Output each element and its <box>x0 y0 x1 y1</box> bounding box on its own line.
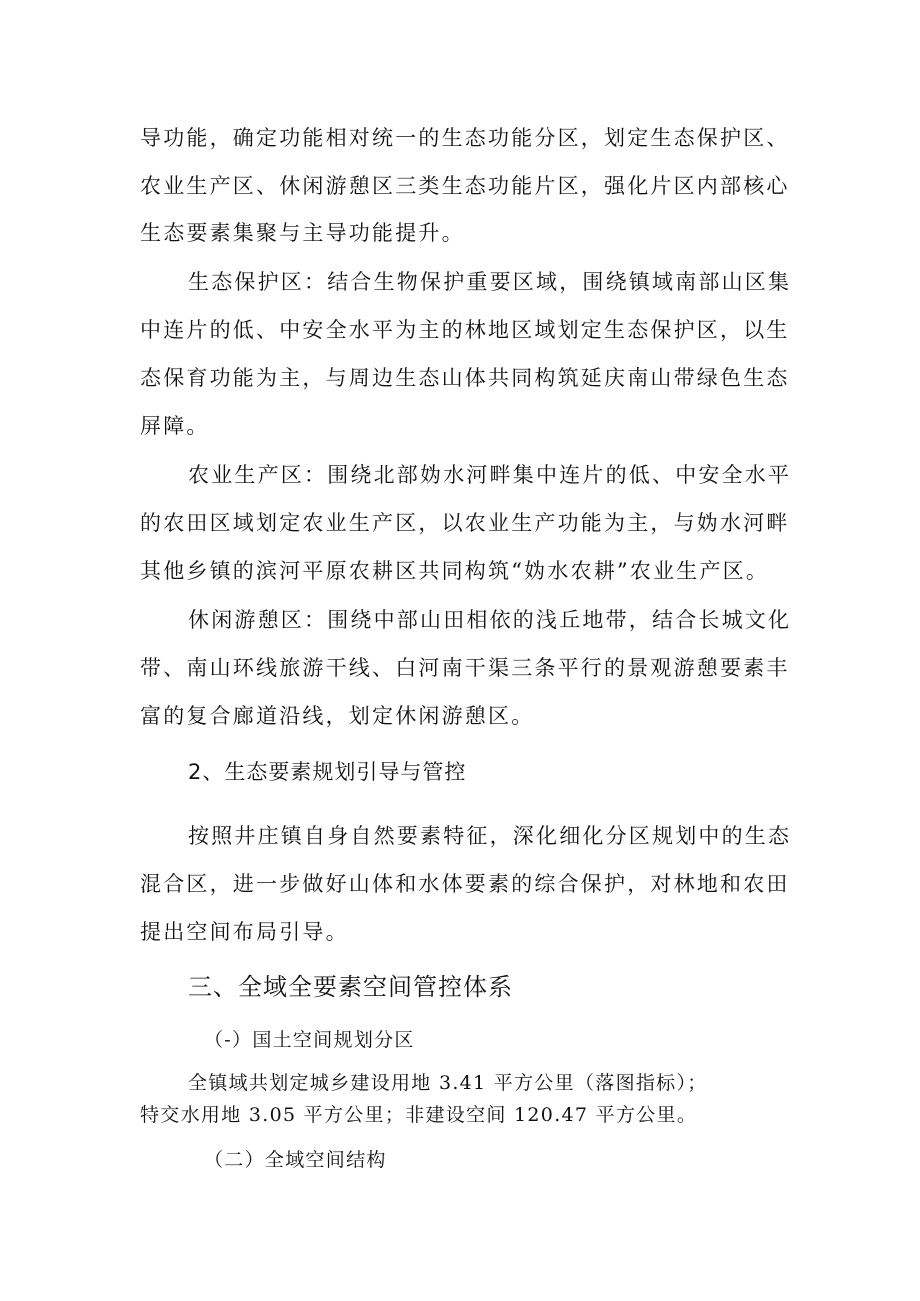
paragraph-protection-line-3: 态保育功能为主，与周边生态山体共同构筑延庆南山带绿色生态 <box>140 366 790 390</box>
paragraph-leisure-line-1: 休闲游憩区：围绕中部山田相依的浅丘地带，结合长城文化 <box>188 608 792 632</box>
paragraph-intro-line-1: 导功能，确定功能相对统一的生态功能分区，划定生态保护区、 <box>140 126 790 150</box>
paragraph-agriculture-line-1: 农业生产区：围绕北部妫水河畔集中连片的低、中安全水平 <box>188 463 792 487</box>
paragraph-protection-line-2: 中连片的低、中安全水平为主的林地区域划定生态保护区，以生 <box>140 318 790 342</box>
paragraph-guidance-line-3: 提出空间布局引导。 <box>140 920 349 944</box>
paragraph-zoning-line-1: 全镇域共划定城乡建设用地 3.41 平方公里（落图指标）； <box>188 1072 708 1094</box>
paragraph-agriculture-line-3: 其他乡镇的滨河平原农耕区共同构筑“妫水农耕”农业生产区。 <box>140 559 770 583</box>
sub-heading-spatial-structure: （二）全域空间结构 <box>204 1149 387 1171</box>
section-heading-2: 2、生态要素规划引导与管控 <box>188 760 467 784</box>
paragraph-leisure-line-2: 带、南山环线旅游干线、白河南干渠三条平行的景观游憩要素丰 <box>140 656 790 680</box>
sub-heading-zoning: （-）国土空间规划分区 <box>204 1029 415 1051</box>
paragraph-intro-line-2: 农业生产区、休闲游憩区三类生态功能片区，强化片区内部核心 <box>140 174 790 198</box>
paragraph-agriculture-line-2: 的农田区域划定农业生产区，以农业生产功能为主，与妫水河畔 <box>140 511 790 535</box>
paragraph-protection-line-1: 生态保护区：结合生物保护重要区域，围绕镇域南部山区集 <box>188 270 792 294</box>
paragraph-guidance-line-2: 混合区，进一步做好山体和水体要素的综合保护，对林地和农田 <box>140 872 790 896</box>
paragraph-zoning-line-2: 特交水用地 3.05 平方公里；非建设空间 120.47 平方公里。 <box>140 1104 698 1126</box>
paragraph-protection-line-4: 屏障。 <box>140 414 210 438</box>
paragraph-intro-line-3: 生态要素集聚与主导功能提升。 <box>140 221 465 245</box>
paragraph-leisure-line-3: 富的复合廊道沿线，划定休闲游憩区。 <box>140 704 535 728</box>
paragraph-guidance-line-1: 按照井庄镇自身自然要素特征，深化细化分区规划中的生态 <box>188 824 792 848</box>
chapter-heading-3: 三、全域全要素空间管控体系 <box>188 973 513 1001</box>
